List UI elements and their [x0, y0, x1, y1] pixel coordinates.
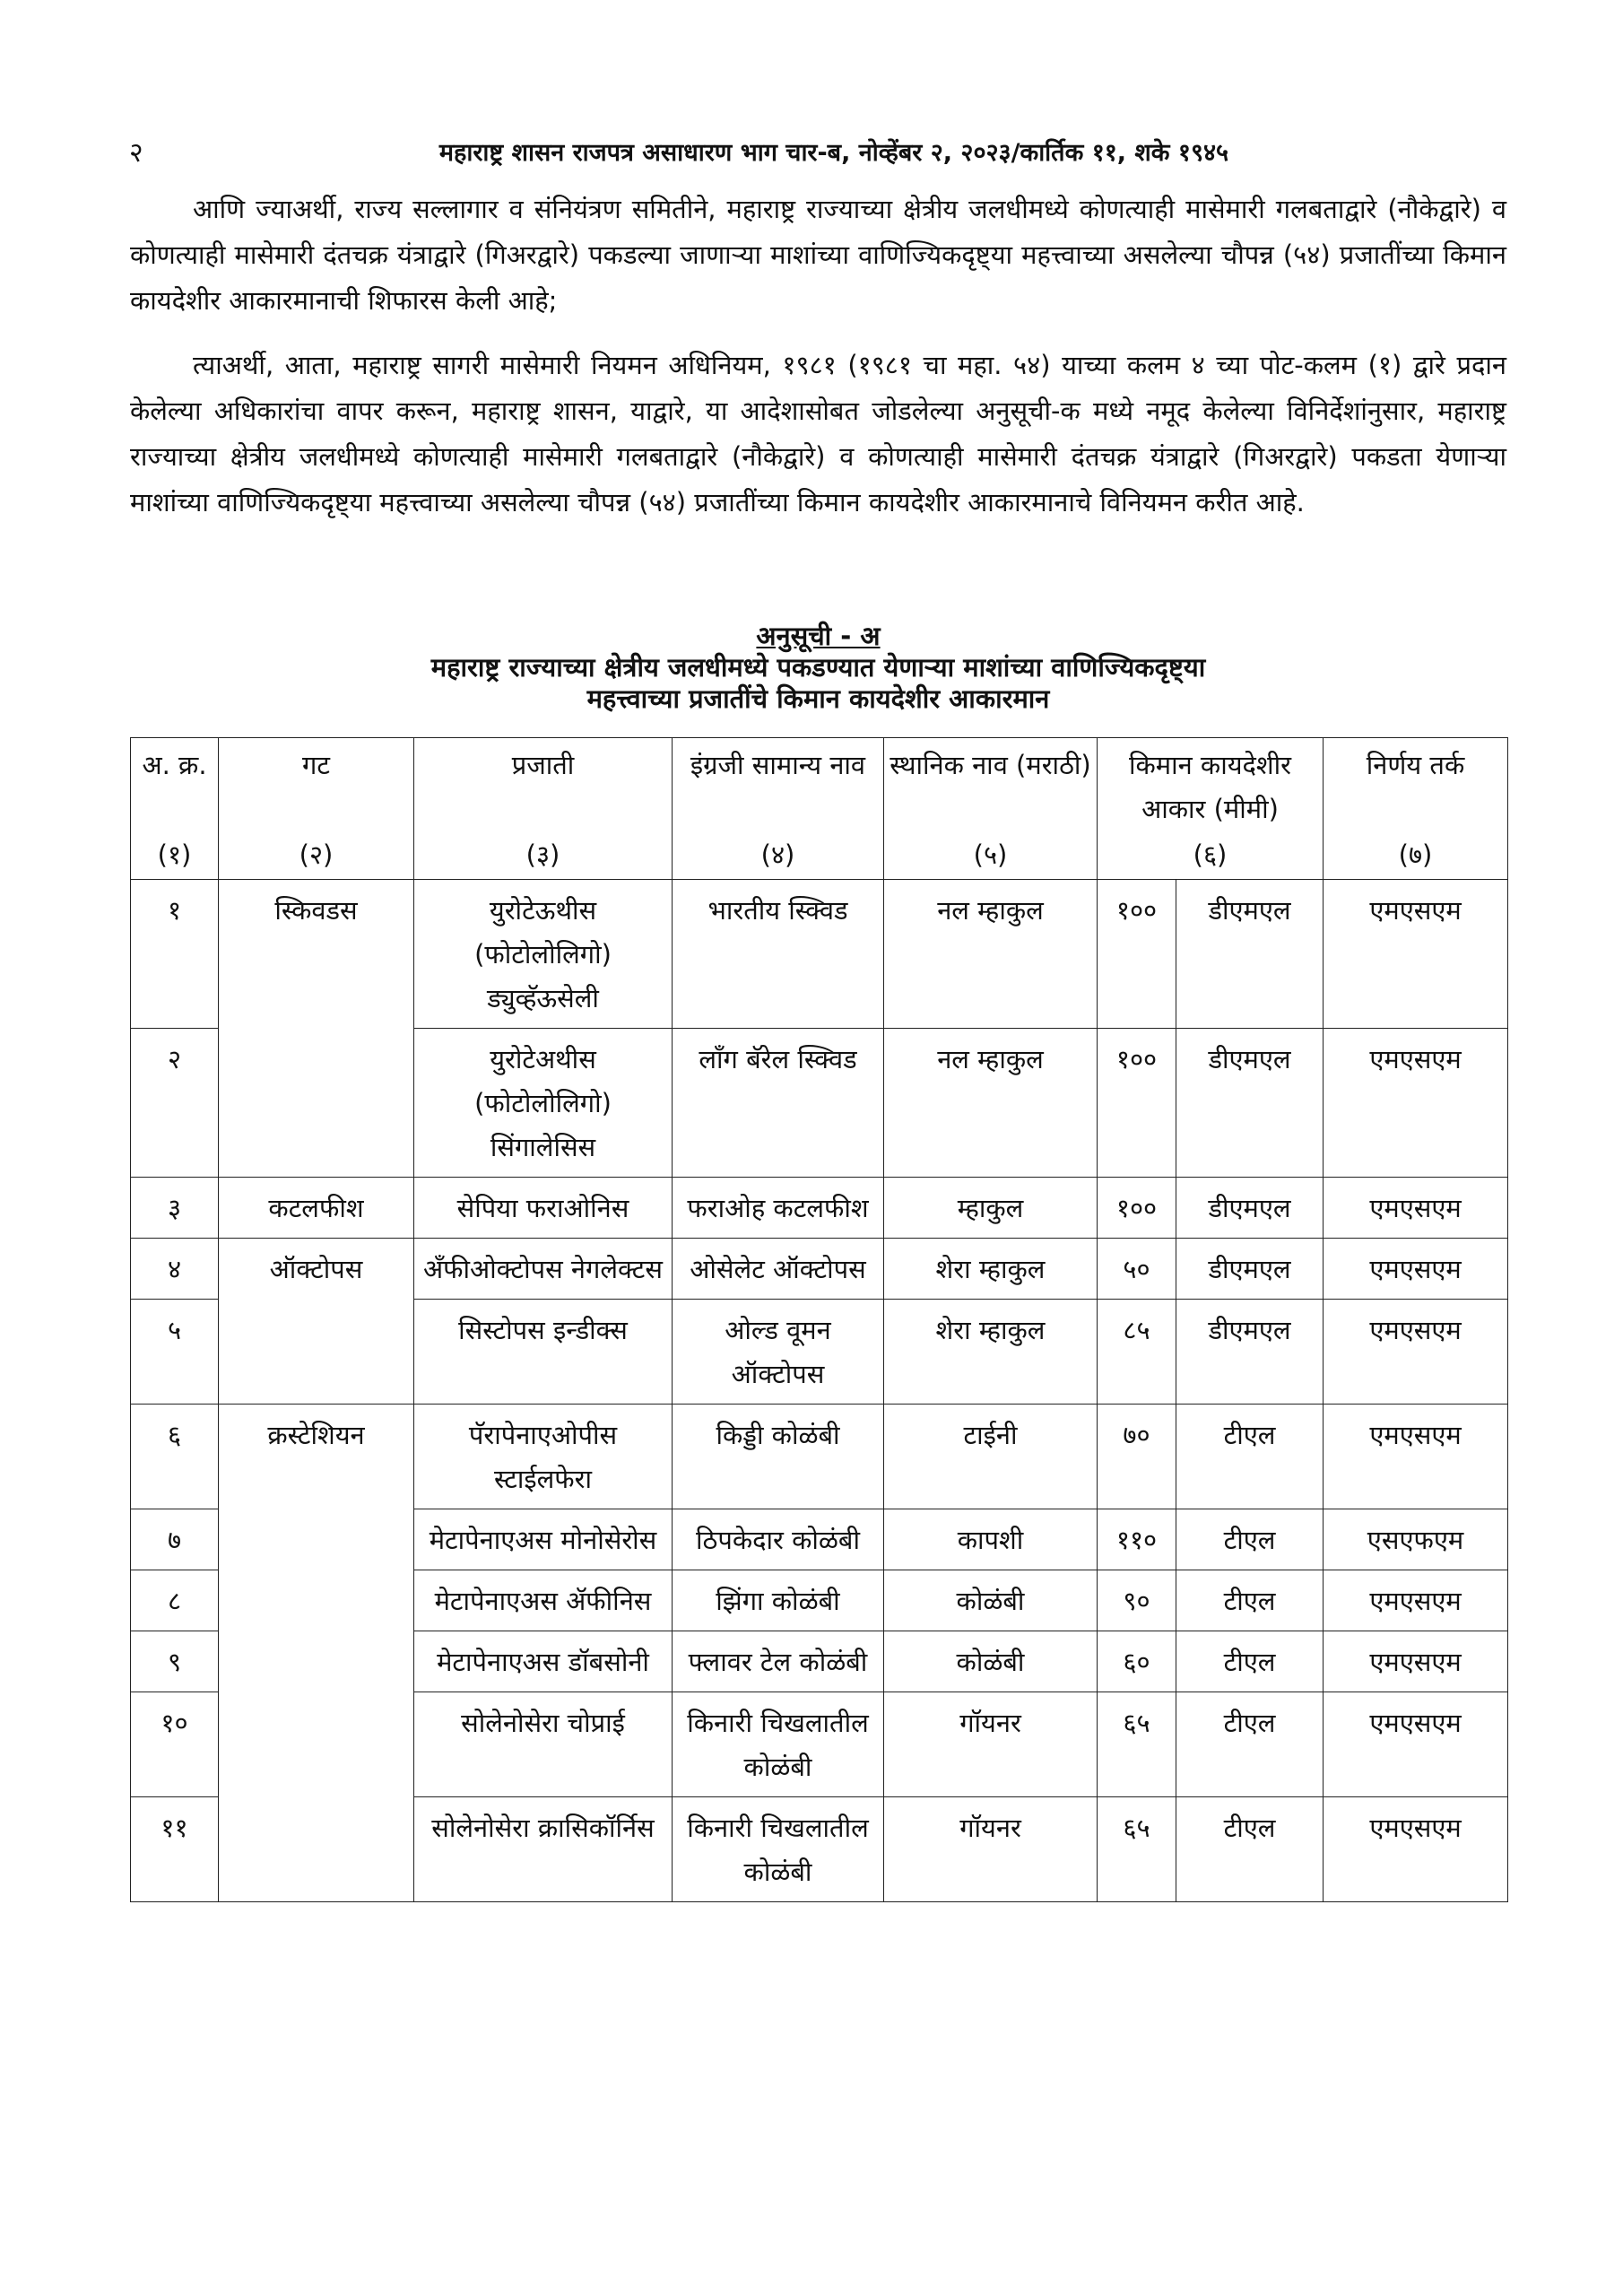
cell-english: झिंगा कोळंबी — [673, 1570, 884, 1631]
cell-measure: डीएमएल — [1176, 1239, 1324, 1300]
cell-species: युरोटेअथीस (फोटोलोलिगो) सिंगालेसिस — [414, 1029, 673, 1178]
cell-local: नल म्हाकुल — [884, 1029, 1098, 1178]
cell-group: स्किवडस — [219, 880, 414, 1029]
cell-size: ६० — [1098, 1631, 1176, 1692]
cell-english: किड्डी कोळंबी — [673, 1405, 884, 1509]
cell-measure: टीएल — [1176, 1797, 1324, 1902]
cell-measure: टीएल — [1176, 1692, 1324, 1797]
cell-species: सोलेनोसेरा क्रासिकॉर्निस — [414, 1797, 673, 1902]
cell-sr: २ — [131, 1029, 219, 1178]
cell-measure: डीएमएल — [1176, 880, 1324, 1029]
col-number: (६) — [1098, 833, 1324, 880]
cell-group — [219, 1692, 414, 1797]
table-row — [131, 880, 1508, 1029]
cell-size: ७० — [1098, 1405, 1176, 1509]
cell-group — [219, 1509, 414, 1570]
cell-species: सोलेनोसेरा चोप्राई — [414, 1692, 673, 1797]
cell-species: मेटापेनाएअस ॲफीनिस — [414, 1570, 673, 1631]
cell-english: फराओह कटलफीश — [673, 1178, 884, 1239]
table-row — [131, 1509, 1508, 1570]
cell-size: ८५ — [1098, 1300, 1176, 1405]
schedule-title-line1: महाराष्ट्र राज्याच्या क्षेत्रीय जलधीमध्ये पकडण्यात येणाऱ्या माशांच्या वाणिज्यिकदृष्ट्या — [430, 652, 1206, 683]
cell-size: ५० — [1098, 1239, 1176, 1300]
cell-local: गॉयनर — [884, 1692, 1098, 1797]
table-row — [131, 1692, 1508, 1797]
cell-local: शेरा म्हाकुल — [884, 1239, 1098, 1300]
col-header-size: किमान कायदेशीर आकार (मीमी) — [1098, 738, 1324, 834]
table-colnum-row — [131, 833, 1508, 880]
cell-local: शेरा म्हाकुल — [884, 1300, 1098, 1405]
col-header-rationale: निर्णय तर्क — [1324, 738, 1508, 834]
page-number: २ — [129, 137, 143, 169]
cell-rationale: एसएफएम — [1324, 1509, 1508, 1570]
cell-group — [219, 1300, 414, 1405]
cell-english: किनारी चिखलातील कोळंबी — [673, 1797, 884, 1902]
cell-rationale: एमएसएम — [1324, 1300, 1508, 1405]
table-row — [131, 1029, 1508, 1178]
table-row — [131, 1239, 1508, 1300]
col-number: (४) — [673, 833, 884, 880]
species-size-table — [130, 737, 1508, 1902]
cell-english: ठिपकेदार कोळंबी — [673, 1509, 884, 1570]
cell-group — [219, 1570, 414, 1631]
cell-species: मेटापेनाएअस मोनोसेरोस — [414, 1509, 673, 1570]
table-header-row — [131, 738, 1508, 834]
cell-size: १०० — [1098, 1029, 1176, 1178]
cell-english: ओल्ड वूमन ऑक्टोपस — [673, 1300, 884, 1405]
schedule-label: अनुसूची - अ — [756, 621, 881, 651]
col-number: (७) — [1324, 833, 1508, 880]
col-number: (१) — [131, 833, 219, 880]
cell-species: युरोटेऊथीस (फोटोलोलिगो) ड्युव्हॅऊसेली — [414, 880, 673, 1029]
table-row — [131, 1797, 1508, 1902]
col-number: (३) — [414, 833, 673, 880]
cell-measure: टीएल — [1176, 1509, 1324, 1570]
cell-english: किनारी चिखलातील कोळंबी — [673, 1692, 884, 1797]
cell-sr: ३ — [131, 1178, 219, 1239]
cell-rationale: एमएसएम — [1324, 1570, 1508, 1631]
table-row — [131, 1570, 1508, 1631]
cell-sr: ११ — [131, 1797, 219, 1902]
schedule-title-line2: महत्त्वाच्या प्रजातींचे किमान कायदेशीर आकारमान — [586, 683, 1050, 714]
col-header-english: इंग्रजी सामान्य नाव — [673, 738, 884, 834]
cell-size: १०० — [1098, 1178, 1176, 1239]
schedule-heading — [130, 621, 1506, 715]
cell-rationale: एमएसएम — [1324, 1029, 1508, 1178]
paragraph-whereas: आणि ज्याअर्थी, राज्य सल्लागार व संनियंत्रण समितीने, महाराष्ट्र राज्याच्या क्षेत्रीय जलधीमध्ये कोणत्याही मासेमारी गलबताद्वारे (नौकेद्वारे) व कोणत्याही मासेमारी दंतचक्र यंत्राद्वारे (गिअरद्वारे) पकडल्या जाणाऱ्या माशांच्या वाणिज्यिकदृष्ट्या महत्त्वाच्या असलेल्या चौपन्न (५४) प्रजातींच्या किमान कायदेशीर आकारमानाची शिफारस केली आहे; — [130, 194, 1506, 316]
cell-measure: डीएमएल — [1176, 1178, 1324, 1239]
col-header-local: स्थानिक नाव (मराठी) — [884, 738, 1098, 834]
col-header-sr: अ. क्र. — [131, 738, 219, 834]
cell-sr: ४ — [131, 1239, 219, 1300]
cell-local: म्हाकुल — [884, 1178, 1098, 1239]
cell-sr: ८ — [131, 1570, 219, 1631]
cell-local: कापशी — [884, 1509, 1098, 1570]
cell-local: नल म्हाकुल — [884, 880, 1098, 1029]
cell-rationale: एमएसएम — [1324, 1631, 1508, 1692]
cell-group — [219, 1797, 414, 1902]
cell-species: सेपिया फराओनिस — [414, 1178, 673, 1239]
cell-group: क्रस्टेशियन — [219, 1405, 414, 1509]
cell-measure: टीएल — [1176, 1631, 1324, 1692]
cell-measure: डीएमएल — [1176, 1029, 1324, 1178]
paragraph-therefore: त्याअर्थी, आता, महाराष्ट्र सागरी मासेमारी नियमन अधिनियम, १९८१ (१९८१ चा महा. ५४) याच्या कलम ४ च्या पोट-कलम (१) द्वारे प्रदान केलेल्या अधिकारांचा वापर करून, महाराष्ट्र शासन, याद्वारे, या आदेशासोबत जोडलेल्या अनुसूची-क मध्ये नमूद केलेल्या विनिर्देशांनुसार, महाराष्ट्र राज्याच्या क्षेत्रीय जलधीमध्ये कोणत्याही मासेमारी गलबताद्वारे (नौकेद्वारे) व कोणत्याही मासेमारी दंतचक्र यंत्राद्वारे (गिअरद्वारे) पकडता येणाऱ्या माशांच्या वाणिज्यिकदृष्ट्या महत्त्वाच्या असलेल्या चौपन्न (५४) प्रजातींच्या किमान कायदेशीर आकारमानाचे विनियमन करीत आहे. — [130, 350, 1506, 517]
cell-rationale: एमएसएम — [1324, 1239, 1508, 1300]
cell-rationale: एमएसएम — [1324, 1797, 1508, 1902]
cell-species: सिस्टोपस इन्डीक्स — [414, 1300, 673, 1405]
table-row — [131, 1300, 1508, 1405]
cell-local: गॉयनर — [884, 1797, 1098, 1902]
cell-measure: डीएमएल — [1176, 1300, 1324, 1405]
cell-species: अँफीओक्टोपस नेगलेक्टस — [414, 1239, 673, 1300]
gazette-header — [126, 133, 1542, 178]
cell-species: मेटापेनाएअस डॉबसोनी — [414, 1631, 673, 1692]
cell-sr: ६ — [131, 1405, 219, 1509]
cell-sr: १ — [131, 880, 219, 1029]
col-header-group: गट — [219, 738, 414, 834]
cell-group — [219, 1631, 414, 1692]
col-header-species: प्रजाती — [414, 738, 673, 834]
col-number: (२) — [219, 833, 414, 880]
cell-local: कोळंबी — [884, 1570, 1098, 1631]
cell-sr: ९ — [131, 1631, 219, 1692]
cell-sr: ७ — [131, 1509, 219, 1570]
cell-size: ११० — [1098, 1509, 1176, 1570]
cell-english: भारतीय स्क्विड — [673, 880, 884, 1029]
cell-size: १०० — [1098, 880, 1176, 1029]
cell-measure: टीएल — [1176, 1570, 1324, 1631]
cell-english: ओसेलेट ऑक्टोपस — [673, 1239, 884, 1300]
cell-size: ९० — [1098, 1570, 1176, 1631]
cell-english: फ्लावर टेल कोळंबी — [673, 1631, 884, 1692]
cell-species: पॅरापेनाएओपीस स्टाईलफेरा — [414, 1405, 673, 1509]
cell-local: टाईनी — [884, 1405, 1098, 1509]
cell-rationale: एमएसएम — [1324, 880, 1508, 1029]
cell-group: कटलफीश — [219, 1178, 414, 1239]
cell-english: लाँग बॅरेल स्क्विड — [673, 1029, 884, 1178]
cell-rationale: एमएसएम — [1324, 1405, 1508, 1509]
cell-sr: ५ — [131, 1300, 219, 1405]
table-row — [131, 1405, 1508, 1509]
cell-group: ऑक्टोपस — [219, 1239, 414, 1300]
col-number: (५) — [884, 833, 1098, 880]
cell-size: ६५ — [1098, 1692, 1176, 1797]
cell-size: ६५ — [1098, 1797, 1176, 1902]
table-row — [131, 1631, 1508, 1692]
gazette-title: महाराष्ट्र शासन राजपत्र असाधारण भाग चार-ब, नोव्हेंबर २, २०२३/कार्तिक ११, शके १९४५ — [438, 139, 1229, 167]
cell-local: कोळंबी — [884, 1631, 1098, 1692]
table-row — [131, 1178, 1508, 1239]
cell-rationale: एमएसएम — [1324, 1692, 1508, 1797]
cell-sr: १० — [131, 1692, 219, 1797]
table-body — [131, 880, 1508, 1902]
cell-rationale: एमएसएम — [1324, 1178, 1508, 1239]
cell-group — [219, 1029, 414, 1178]
cell-measure: टीएल — [1176, 1405, 1324, 1509]
